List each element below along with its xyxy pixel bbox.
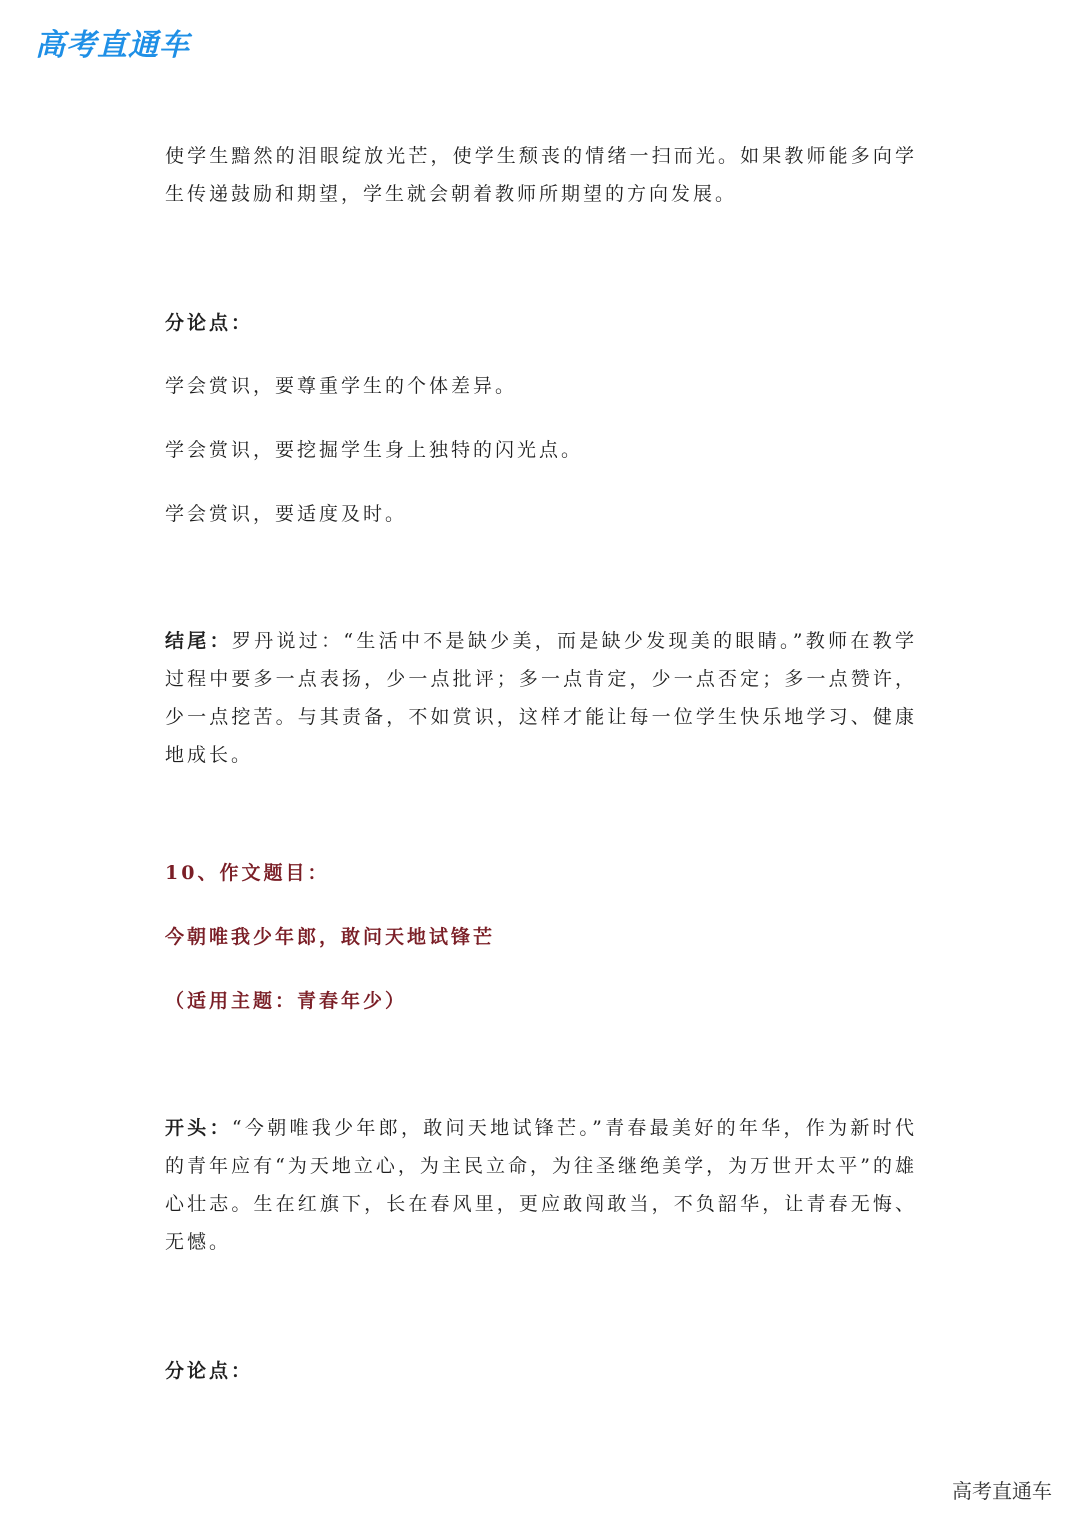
paragraph-text: 使学生黯然的泪眼绽放光芒，使学生颓丧的情绪一扫而光。如果教师能多向学生传递鼓励和期望，学生就会朝着教师所期望的方向发展。 <box>165 145 917 205</box>
sub-heading-text: 分论点： <box>165 312 254 334</box>
topic-number-text: 10、作文题目： <box>165 862 330 884</box>
paragraph-intro-continued <box>165 137 917 213</box>
sub-heading <box>165 1352 917 1390</box>
sub-heading-text: 分论点： <box>165 1360 254 1382</box>
topic-title-text: 今朝唯我少年郎，敢问天地试锋芒 <box>165 926 496 948</box>
opening-paragraph <box>165 1109 917 1261</box>
ending-paragraph <box>165 622 917 774</box>
sub-point-2 <box>165 431 917 469</box>
ending-text <box>165 622 917 774</box>
topic-theme <box>165 982 917 1020</box>
site-logo: 高考直通车 <box>35 28 190 63</box>
opening-text <box>165 1109 917 1261</box>
topic-number <box>165 854 917 892</box>
watermark: 高考直通车 <box>952 1479 1052 1503</box>
ending-body: 罗丹说过：“生活中不是缺少美，而是缺少发现美的眼睛。”教师在教学过程中要多一点表扬，少一点批评；多一点肯定，少一点否定；多一点赞许，少一点挖苦。与其责备，不如赏识，这样才能让每一位学生快乐地学习、健康地成长。 <box>165 630 917 766</box>
ending-label: 结尾： <box>165 630 232 652</box>
sub-point-text: 学会赏识，要尊重学生的个体差异。 <box>165 375 518 397</box>
sub-point-text: 学会赏识，要适度及时。 <box>165 503 408 525</box>
topic-title <box>165 918 917 956</box>
opening-label: 开头： <box>165 1117 232 1139</box>
opening-body: “今朝唯我少年郎，敢问天地试锋芒。”青春最美好的年华，作为新时代的青年应有“为天地立心，为主民立命，为往圣继绝美学，为万世开太平”的雄心壮志。生在红旗下，长在春风里，更应敢闯敢当，不负韶华，让青春无悔、无憾。 <box>165 1117 917 1253</box>
topic-theme-text: （适用主题：青春年少） <box>165 990 408 1012</box>
sub-point-1 <box>165 367 917 405</box>
sub-point-text: 学会赏识，要挖掘学生身上独特的闪光点。 <box>165 439 584 461</box>
sub-heading <box>165 304 917 342</box>
sub-point-3 <box>165 495 917 533</box>
